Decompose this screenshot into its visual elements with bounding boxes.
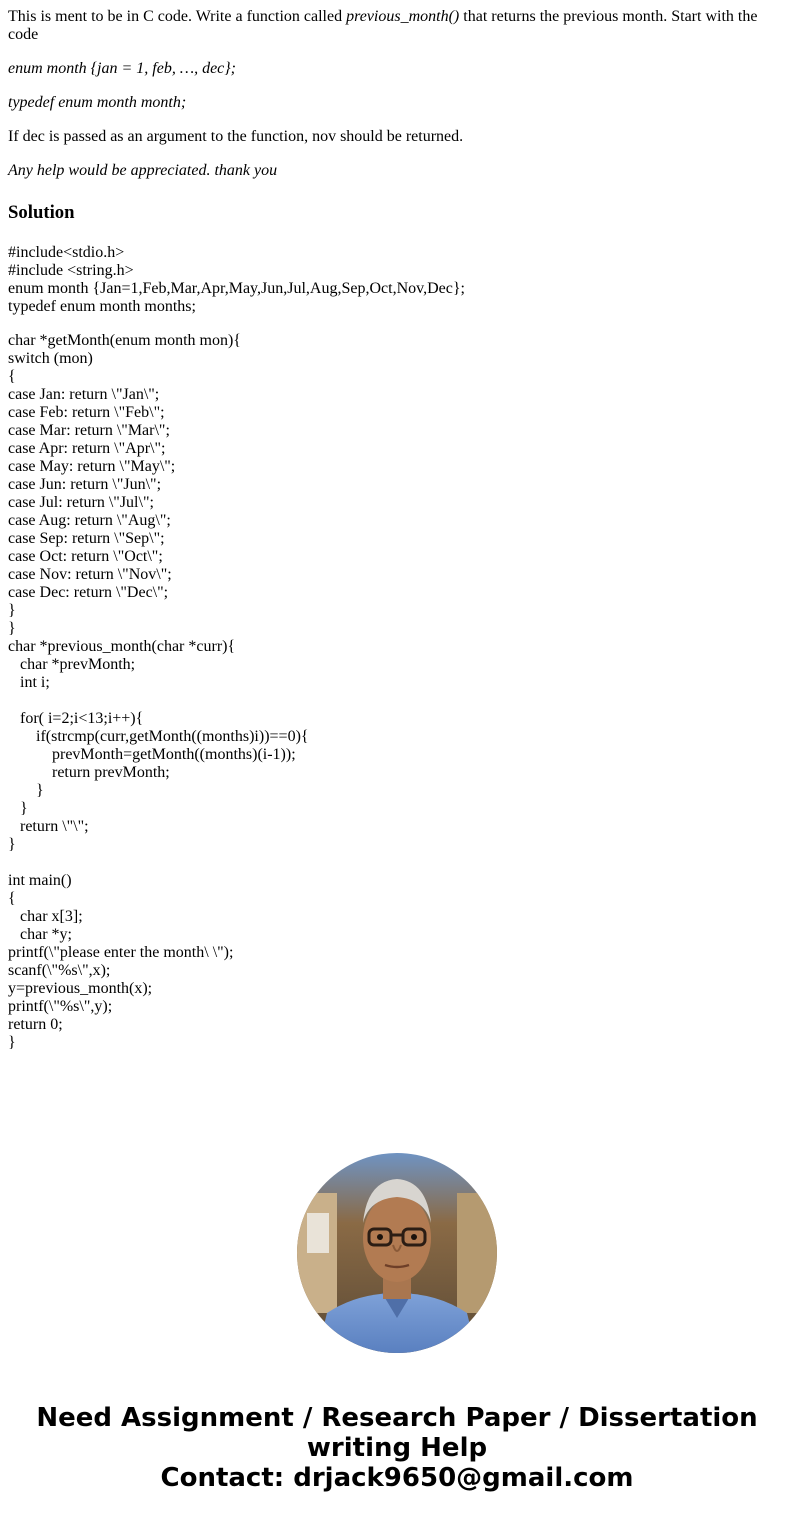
code-line: char x[3]; bbox=[8, 908, 83, 925]
code-line: char *getMonth(enum month mon){ bbox=[8, 332, 241, 349]
code-line: case Jan: return \"Jan\"; bbox=[8, 386, 160, 403]
code-line: } bbox=[8, 800, 28, 817]
code-line: return prevMonth; bbox=[8, 764, 170, 781]
code-line: { bbox=[8, 890, 16, 907]
solution-heading: Solution bbox=[8, 202, 75, 223]
code-line: } bbox=[8, 1034, 16, 1051]
code-line: char *previous_month(char *curr){ bbox=[8, 638, 236, 655]
code-line: return 0; bbox=[8, 1016, 63, 1033]
code-line: int i; bbox=[8, 674, 50, 691]
footer-line-2: writing Help bbox=[306, 1433, 488, 1463]
intro-prefix: This is ment to be in C code. Write a function called bbox=[8, 8, 347, 25]
person-photo-icon bbox=[297, 1153, 497, 1353]
intro-function-name: previous_month() bbox=[346, 8, 460, 25]
footer-contact bbox=[0, 1403, 794, 1493]
code-line: } bbox=[8, 836, 16, 853]
question-typedef-line: typedef enum month month; bbox=[8, 94, 187, 111]
code-line: case Nov: return \"Nov\"; bbox=[8, 566, 172, 583]
code-line: #include <string.h> bbox=[8, 262, 134, 279]
code-line bbox=[8, 854, 786, 872]
code-line: y=previous_month(x); bbox=[8, 980, 153, 997]
code-line: typedef enum month months; bbox=[8, 298, 196, 315]
code-line bbox=[8, 692, 786, 710]
code-line: scanf(\"%s\",x); bbox=[8, 962, 111, 979]
code-line: switch (mon) bbox=[8, 350, 93, 367]
code-line: #include<stdio.h> bbox=[8, 244, 125, 261]
code-line: case Sep: return \"Sep\"; bbox=[8, 530, 165, 547]
code-line: printf(\"please enter the month\ \"); bbox=[8, 944, 234, 961]
code-line: enum month {Jan=1,Feb,Mar,Apr,May,Jun,Jul,Aug,Sep,Oct,Nov,Dec}; bbox=[8, 280, 465, 297]
question-intro bbox=[8, 8, 786, 44]
code-line: printf(\"%s\",y); bbox=[8, 998, 113, 1015]
code-block bbox=[8, 332, 786, 1052]
code-line: case Aug: return \"Aug\"; bbox=[8, 512, 171, 529]
code-block bbox=[8, 244, 786, 316]
code-line: } bbox=[8, 620, 16, 637]
code-line: prevMonth=getMonth((months)(i-1)); bbox=[8, 746, 296, 763]
code-line: } bbox=[8, 602, 16, 619]
code-line: char *y; bbox=[8, 926, 72, 943]
question-thanks-line: Any help would be appreciated. thank you bbox=[8, 162, 278, 179]
code-line: for( i=2;i<13;i++){ bbox=[8, 710, 144, 727]
code-line: case May: return \"May\"; bbox=[8, 458, 176, 475]
code-line: case Mar: return \"Mar\"; bbox=[8, 422, 170, 439]
code-line: case Feb: return \"Feb\"; bbox=[8, 404, 165, 421]
code-line: case Apr: return \"Apr\"; bbox=[8, 440, 166, 457]
code-line: if(strcmp(curr,getMonth((months)i))==0){ bbox=[8, 728, 309, 745]
code-line: { bbox=[8, 368, 16, 385]
footer-line-3: Contact: drjack9650@gmail.com bbox=[160, 1463, 634, 1493]
intro-suffix: that returns the previous month. Start with the code bbox=[8, 8, 758, 43]
question-rule-line: If dec is passed as an argument to the function, nov should be returned. bbox=[8, 128, 464, 145]
code-line: } bbox=[8, 782, 44, 799]
code-line: case Jun: return \"Jun\"; bbox=[8, 476, 162, 493]
question-enum-line: enum month {jan = 1, feb, …, dec}; bbox=[8, 60, 236, 77]
author-avatar bbox=[297, 1153, 497, 1353]
code-line: case Jul: return \"Jul\"; bbox=[8, 494, 154, 511]
footer-line-1: Need Assignment / Research Paper / Dissertation bbox=[36, 1403, 758, 1433]
code-line: char *prevMonth; bbox=[8, 656, 136, 673]
solution-code bbox=[8, 244, 786, 1052]
code-line: case Dec: return \"Dec\"; bbox=[8, 584, 169, 601]
code-line: int main() bbox=[8, 872, 72, 889]
code-line: case Oct: return \"Oct\"; bbox=[8, 548, 163, 565]
code-line: return \"\"; bbox=[8, 818, 89, 835]
